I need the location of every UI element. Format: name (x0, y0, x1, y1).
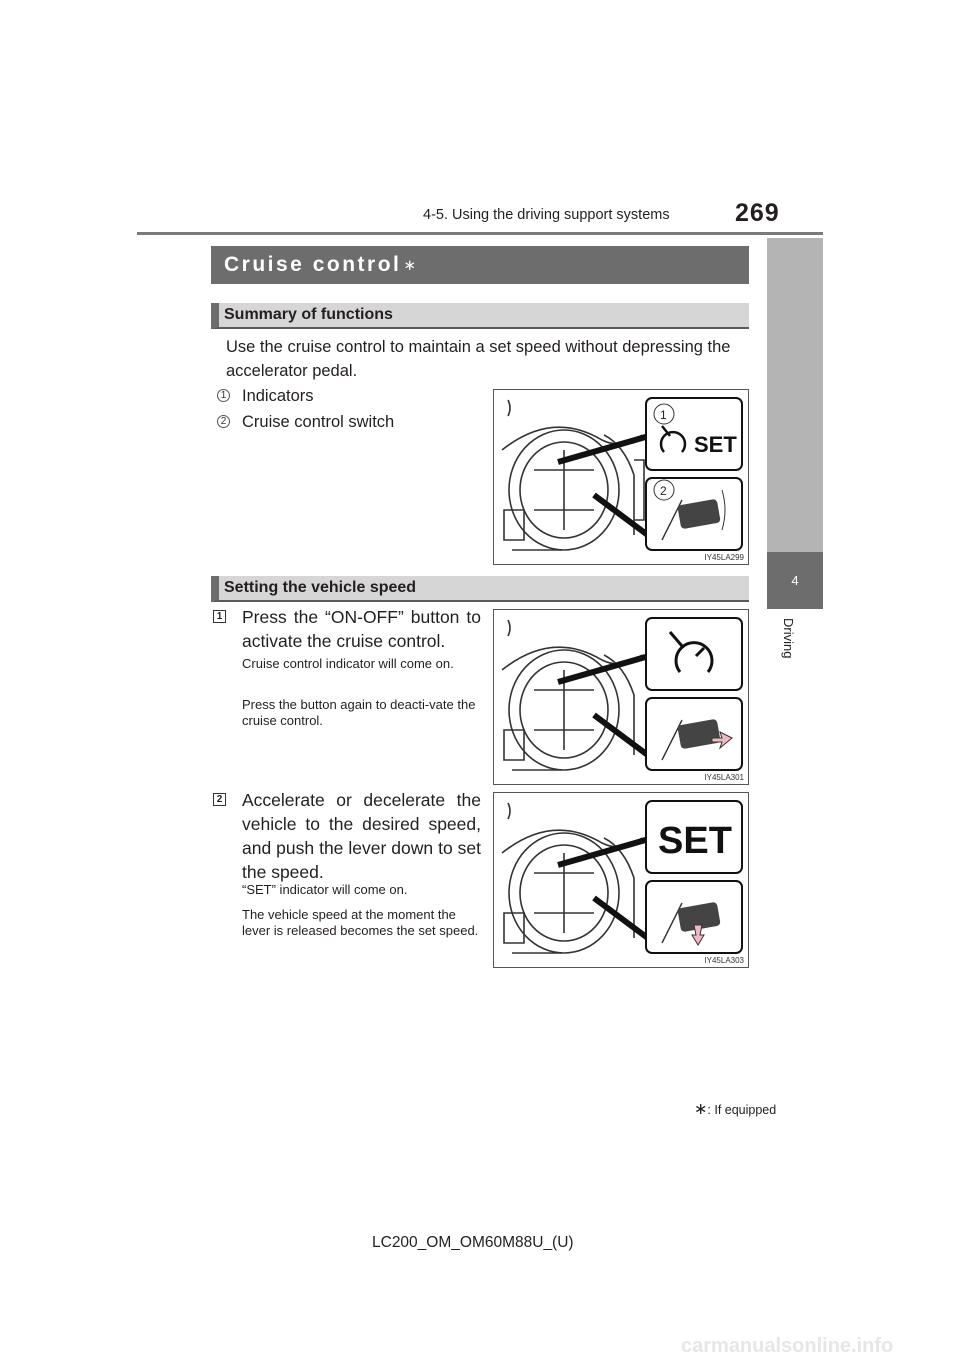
figure-code: IY45LA301 (704, 773, 744, 782)
figure-code: IY45LA303 (704, 956, 744, 965)
step-2-instruction: Accelerate or decelerate the vehicle to the desired speed, and push the lever down to set the speed. (242, 790, 481, 882)
step-number-1: 1 (213, 610, 226, 623)
setting-heading: Setting the vehicle speed (211, 576, 749, 602)
watermark: carmanualsonline.info (681, 1335, 894, 1357)
item-number-1: 1 (217, 389, 230, 402)
chapter-tab (767, 238, 823, 552)
chapter-label: Driving (781, 618, 796, 659)
section-path: 4-5. Using the driving support systems (423, 207, 670, 223)
set-indicator-text: SET (658, 820, 732, 862)
equipped-mark: ∗ (403, 257, 419, 274)
document-id: LC200_OM_OM60M88U_(U) (372, 1234, 574, 1251)
step-number-2: 2 (213, 793, 226, 806)
callout-1: 1 (660, 408, 667, 422)
header-rule (137, 232, 823, 235)
step-2-note-1: “SET” indicator will come on. (242, 882, 408, 897)
summary-heading: Summary of functions (211, 303, 749, 329)
callout-2: 2 (660, 484, 667, 498)
figure-code: IY45LA299 (704, 553, 744, 562)
page-number: 269 (735, 199, 780, 227)
set-indicator-text: SET (694, 432, 737, 457)
footnote (694, 1099, 776, 1119)
figure-step-2 (493, 792, 749, 968)
step-1-note-2: Press the button again to deacti-vate the cruise control. (242, 697, 476, 728)
page-title-text: Cruise control (224, 253, 402, 276)
footnote-mark: ∗ (694, 1101, 708, 1118)
summary-intro: Use the cruise control to maintain a set speed without depressing the accelerator pedal. (226, 338, 731, 380)
item-number-2: 2 (217, 415, 230, 428)
figure-summary (493, 389, 749, 565)
step-2-note-2: The vehicle speed at the moment the lever is released becomes the set speed. (242, 907, 479, 938)
step-1-note-1: Cruise control indicator will come on. (242, 656, 454, 671)
footnote-text: : If equipped (707, 1103, 777, 1117)
figure-step-1 (493, 609, 749, 785)
page-title (211, 246, 749, 284)
step-1-instruction: Press the “ON-OFF” button to activate the cruise control. (242, 607, 481, 651)
item-label-switch: Cruise control switch (242, 413, 395, 431)
item-label-indicators: Indicators (242, 387, 314, 405)
chapter-number: 4 (767, 552, 823, 609)
